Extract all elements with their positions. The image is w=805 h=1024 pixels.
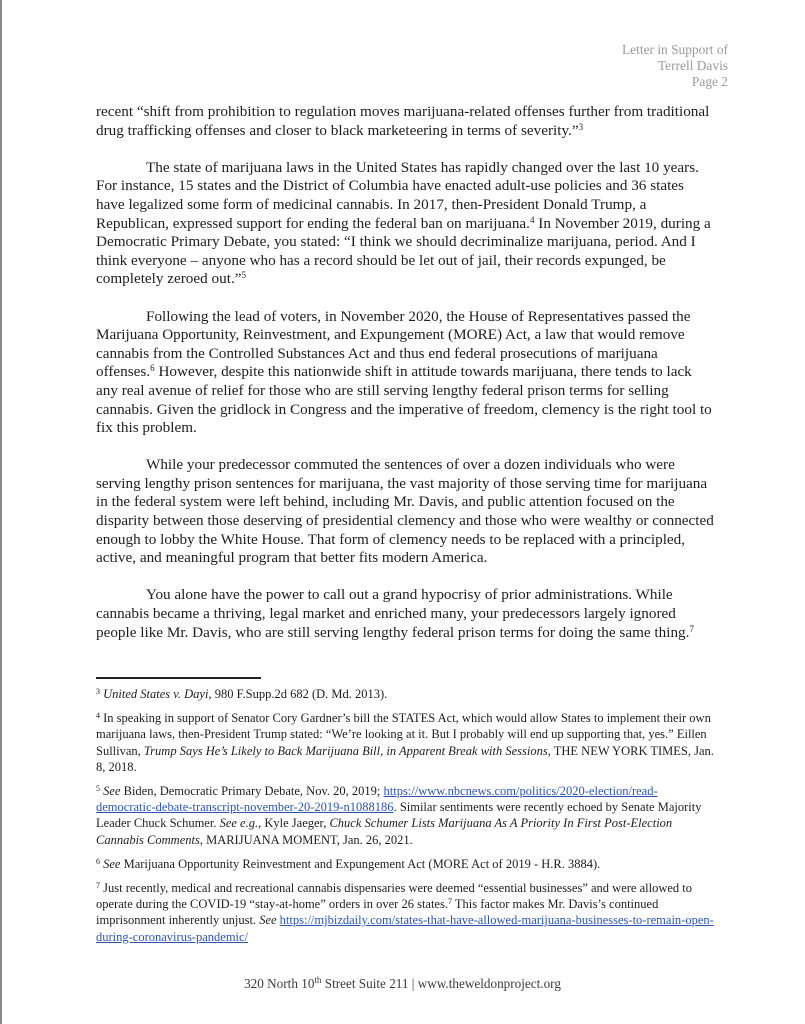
footnote-ref[interactable]: 4 xyxy=(529,214,535,225)
footnote-ref[interactable]: 6 xyxy=(150,363,155,374)
header-subject: Terrell Davis xyxy=(657,58,728,73)
paragraph-5: You alone have the power to call out a grand hypocrisy of prior administrations. While cannabis became a thriving, legal market and enriched many, your predecessors largely ignored people like Mr. Davis, who are still serving lengthy federal prison terms for doing the same thing.$^7$ xyxy=(96,586,694,641)
footnotes xyxy=(96,686,716,953)
header-title: Letter in Support of xyxy=(622,42,728,57)
letter-body xyxy=(96,103,716,661)
footnote-7: $^7$ Just recently, medical and recreational cannabis dispensaries were deemed “essential businesses” and were allowed to operate during the COVID-19 “stay-at-home” orders in over 26 states.$^7$ This factor makes Mr. Davis’s continued imprisonment inherently unjust. See https://mjbizdaily.com/states-that-have-allowed-marijuana-businesses-to-remain-open-during-coronavirus-pandemic/ xyxy=(96,881,714,944)
footnote-4: $^4$ In speaking in support of Senator Cory Gardner’s bill the STATES Act, which would allow States to implement their own marijuana laws, then-President Trump stated: “We’re looking at it. But I probably will end up supporting that, yes.” Eillen Sullivan, Trump Says He’s Likely to Back Marijuana Bill, in Apparent Break with Sessions, THE NEW YORK TIMES, Jan. 8, 2018. xyxy=(96,711,714,774)
letter-footer: 320 North 10th Street Suite 211 | www.theweldonproject.org xyxy=(244,975,561,991)
page-left-edge xyxy=(0,0,2,1024)
footnote-ref[interactable]: 3 xyxy=(578,121,584,132)
header-page-number: Page 2 xyxy=(691,74,728,89)
footnote-3: $^3$ United States v. Dayi, 980 F.Supp.2d 682 (D. Md. 2013). xyxy=(96,687,388,701)
nbcnews-link[interactable]: https://www.nbcnews.com/politics/2020-election/read- democratic-debate-transcript-november-20-2019-n1088186 xyxy=(96,784,658,815)
letter-header xyxy=(622,42,728,90)
footnote-5: $^5$ See Biden, Democratic Primary Debate, Nov. 20, 2019; https://www.nbcnews.com/politics/2020-election/read- democratic-debate-transcript-november-20-2019-n1088186. Similar sentiments were recently echoed by Senate Majority Leader Chuck Schumer. See e.g., Kyle Jaeger, Chuck Schumer Lists Marijuana As A Priority In First Post-Election Cannabis Comments, MARIJUANA MOMENT, Jan. 26, 2021. xyxy=(96,784,702,847)
paragraph-4: While your predecessor commuted the sentences of over a dozen individuals who were serving lengthy prison sentences for marijuana, the vast majority of those serving time for marijuana in the federal system were left behind, including Mr. Davis, and public attention focused on the disparity between those deserving of presidential clemency and those who were wealthy or connected enough to lobby the White House. That form of clemency needs to be replaced with a principled, active, and meaningful program that better fits modern America. xyxy=(96,456,714,567)
footnote-ref[interactable]: 5 xyxy=(241,270,246,281)
footnote-6: $^6$ See Marijuana Opportunity Reinvestment and Expungement Act (MORE Act of 2019 - H.R. 3884). xyxy=(96,856,601,871)
paragraph-3: Following the lead of voters, in November 2020, the House of Representatives passed the Marijuana Opportunity, Reinvestment, and Expungement (MORE) Act, a law that would remove cannabis from the Controlled Substances Act and thus end federal prosecutions of marijuana offenses.$^6$ However, despite this nationwide shift in attitude towards marijuana, there tends to lack any real avenue of relief for those who are still serving lengthy federal prison terms for selling cannabis. Given the gridlock in Congress and the imperative of freedom, clemency is the right tool to fix this problem. xyxy=(96,307,712,437)
mjbizdaily-link[interactable]: https://mjbizdaily.com/states-that-have-allowed-marijuana-businesses-to-remain-open-during-coronavirus-pandemic/ xyxy=(96,913,714,944)
paragraph-2: The state of marijuana laws in the United States has rapidly changed over the last 10 years. For instance, 15 states and the District of Columbia have enacted adult-use policies and 36 states have legalized some form of medicinal cannabis. In 2017, then-President Donald Trump, a Republican, expressed support for ending the federal ban on marijuana.$^4$ In November 2019, during a Democratic Primary Debate, you stated: “I think we should decriminalize marijuana, period. And I think everyone – anyone who has a record should be let out of jail, their records expunged, be completely zeroed out.”$^5$ xyxy=(96,158,711,288)
footnote-separator xyxy=(96,677,261,679)
footnote-ref[interactable]: 7 xyxy=(689,623,694,634)
paragraph-1: recent “shift from prohibition to regulation moves marijuana-related offenses further from traditional drug trafficking offenses and closer to black marketeering in terms of severity.”$^3$ xyxy=(96,103,710,139)
